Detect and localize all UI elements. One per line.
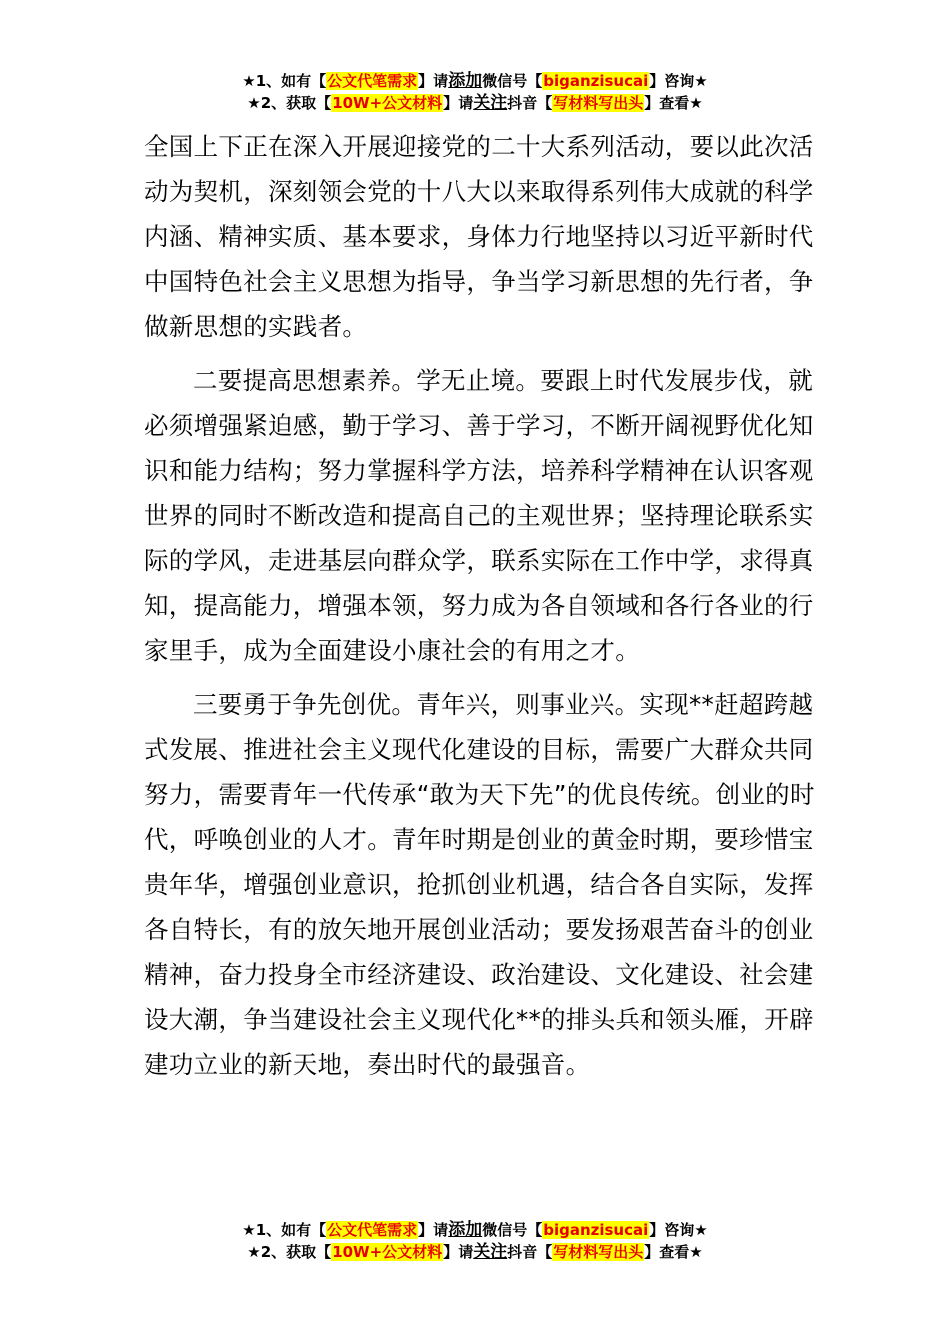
banner-text: 抖音【 <box>507 94 553 112</box>
banner-line-1 <box>0 70 950 92</box>
paragraph-3: 三要勇于争先创优。青年兴，则事业兴。实现**赶超跨越式发展、推进社会主义现代化建设的目标，需要广大群众共同努力，需要青年一代传承“敢为天下先”的优良传统。创业的时代，呼唤创业的人才。青年时期是创业的黄金时期，要珍惜宝贵年华，增强创业意识，抢抓创业机遇，结合各自实际，发挥各自特长，有的放矢地开展创业活动；要发扬艰苦奋斗的创业精神，奋力投身全市经济建设、政治建设、文化建设、社会建设大潮，争当建设社会主义现代化**的排头兵和领头雁，开辟建功立业的新天地，奏出时代的最强音。 <box>144 690 815 1079</box>
banner-line-2 <box>0 1241 950 1263</box>
banner-line-1 <box>0 1219 950 1241</box>
highlight-wechat-id: biganzisucai <box>543 72 649 90</box>
banner-text: 抖音【 <box>507 1243 553 1261</box>
banner-text: 】查看★ <box>644 94 703 112</box>
underlined-text: 关注 <box>473 1242 508 1262</box>
underlined-text: 关注 <box>473 93 508 113</box>
highlight-douyin-account: 写材料写出头 <box>553 1243 644 1261</box>
paragraph-1: 全国上下正在深入开展迎接党的二十大系列活动，要以此次活动为契机，深刻领会党的十八大以来取得系列伟大成就的科学内涵、精神实质、基本要求，身体力行地坚持以习近平新时代中国特色社会主义思想为指导，争当学习新思想的先行者，争做新思想的实践者。 <box>144 132 814 341</box>
underlined-text: 添加 <box>448 1220 483 1240</box>
highlight-wechat-id: biganzisucai <box>543 1221 649 1239</box>
banner-text: 】请 <box>443 1243 474 1261</box>
banner-text: 】查看★ <box>644 1243 703 1261</box>
document-body <box>144 124 834 1087</box>
footer-banner <box>0 1219 950 1263</box>
highlight-materials: 10W+公文材料 <box>332 94 443 112</box>
banner-text: 】请 <box>418 1221 449 1239</box>
banner-text: 】请 <box>418 72 449 90</box>
highlight-service: 公文代笔需求 <box>327 72 418 90</box>
banner-text: ★2、获取【 <box>247 94 332 112</box>
banner-text: 】请 <box>443 94 474 112</box>
banner-text: ★1、如有【 <box>242 72 327 90</box>
highlight-douyin-account: 写材料写出头 <box>553 94 644 112</box>
banner-text: 】咨询★ <box>649 1221 708 1239</box>
banner-text: 微信号【 <box>482 72 543 90</box>
banner-text: 微信号【 <box>482 1221 543 1239</box>
paragraph-2: 二要提高思想素养。学无止境。要跟上时代发展步伐，就必须增强紧迫感，勤于学习、善于学习，不断开阔视野优化知识和能力结构；努力掌握科学方法，培养科学精神在认识客观世界的同时不断改造和提高自己的主观世界；坚持理论联系实际的学风，走进基层向群众学，联系实际在工作中学，求得真知，提高能力，增强本领，努力成为各自领域和各行各业的行家里手，成为全面建设小康社会的有用之才。 <box>144 366 814 665</box>
banner-line-2 <box>0 92 950 114</box>
banner-text: ★2、获取【 <box>247 1243 332 1261</box>
banner-text: 】咨询★ <box>649 72 708 90</box>
highlight-materials: 10W+公文材料 <box>332 1243 443 1261</box>
header-banner <box>0 70 950 114</box>
highlight-service: 公文代笔需求 <box>327 1221 418 1239</box>
underlined-text: 添加 <box>448 71 483 91</box>
banner-text: ★1、如有【 <box>242 1221 327 1239</box>
